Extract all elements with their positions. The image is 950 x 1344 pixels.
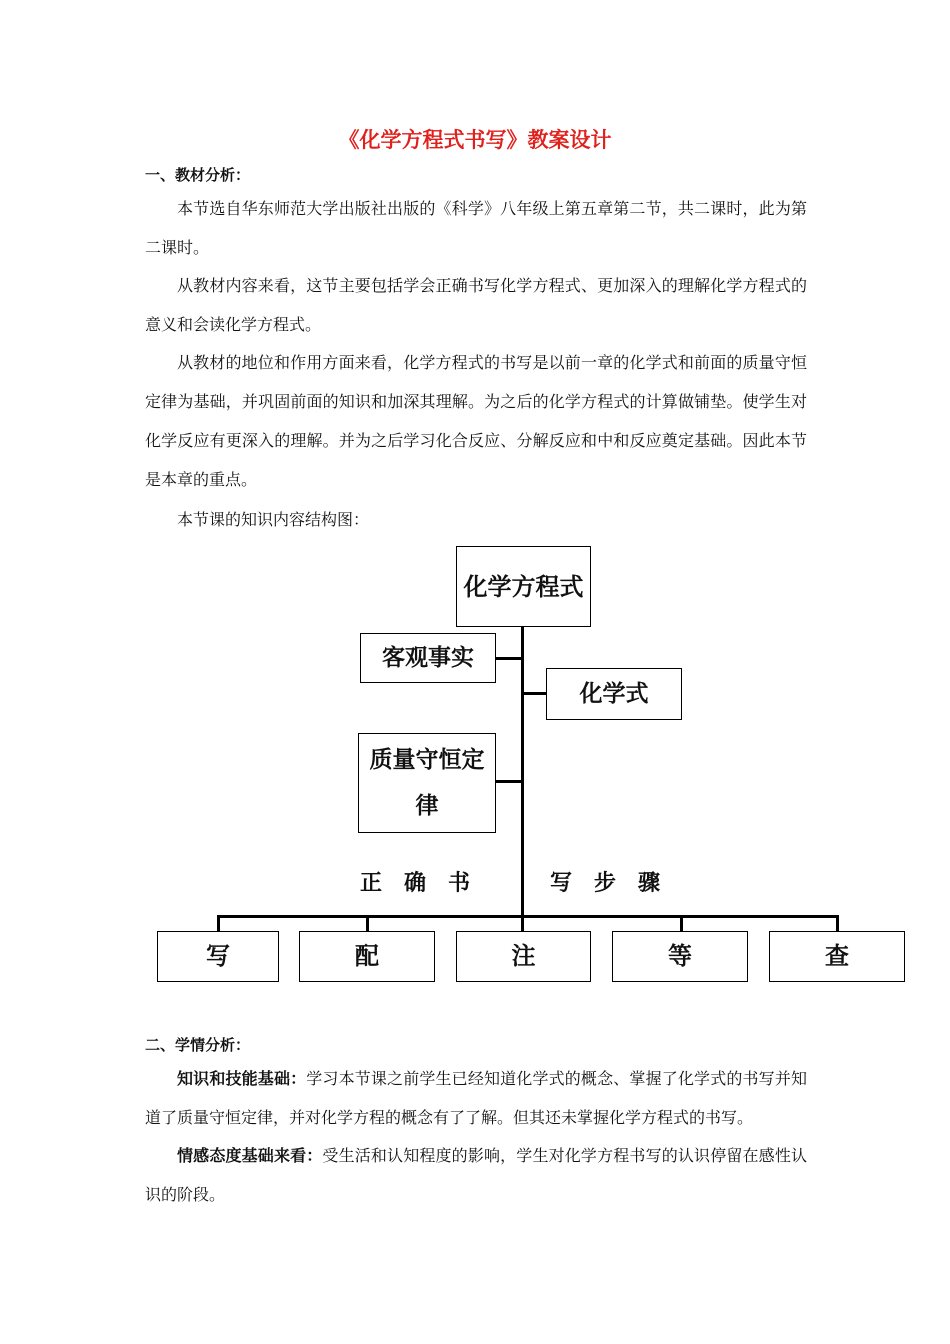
paragraph-attitude-basis [145, 1136, 807, 1214]
section-heading-textbook-analysis: 一、教材分析： [145, 166, 251, 184]
connector-step-4 [680, 915, 683, 932]
connector-law [495, 780, 522, 783]
box-chemical-formula: 化学式 [546, 668, 682, 720]
paragraph-body: 学习本节课之前学生已经知道化学式的概念、掌握了化学式的书写并知道了质量守恒定律，并对化学方程的概念有了了解。但其还未掌握化学方程式的书写。 [145, 1069, 807, 1127]
box-conservation-law: 质量守恒定律 [358, 733, 496, 833]
step-box-write: 写 [157, 931, 279, 982]
paragraph-structure-intro: 本节课的知识内容结构图： [177, 510, 370, 529]
paragraph-body: 受生活和认知程度的影响，学生对化学方程书写的认识停留在感性认识的阶段。 [145, 1146, 807, 1204]
paragraph-lead: 知识和技能基础： [177, 1069, 307, 1088]
step-box-equal: 等 [612, 931, 748, 982]
step-box-balance: 配 [299, 931, 435, 982]
connector-step-2 [366, 915, 369, 932]
connector-formula [522, 692, 547, 695]
page-title: 《化学方程式书写》教案设计 [338, 128, 612, 152]
box-objective-fact: 客观事实 [360, 633, 496, 683]
section-heading-student-analysis: 二、学情分析： [145, 1036, 251, 1054]
step-box-annotate: 注 [456, 931, 591, 982]
root-box-chemical-equation: 化学方程式 [456, 546, 591, 627]
paragraph-knowledge-basis [145, 1059, 807, 1137]
connector-step-5 [836, 915, 839, 932]
connector-fact [495, 657, 522, 660]
connector-step-1 [217, 915, 220, 932]
paragraph-role: 从教材的地位和作用方面来看，化学方程式的书写是以前一章的化学式和前面的质量守恒定律为基础，并巩固前面的知识和加深其理解。为之后的化学方程式的计算做铺垫。使学生对化学反应有更深入的理解。并为之后学习化合反应、分解反应和中和反应奠定基础。因此本节是本章的重点。 [145, 353, 807, 489]
paragraph-source: 本节选自华东师范大学出版社出版的《科学》八年级上第五章第二节，共二课时，此为第二课时。 [145, 199, 807, 257]
connector-step-3 [521, 915, 524, 932]
step-box-check: 查 [769, 931, 905, 982]
steps-bar-line [217, 915, 839, 918]
diagram-trunk-line [521, 626, 524, 918]
steps-label-right: 写步骤 [550, 871, 683, 896]
paragraph-lead: 情感态度基础来看： [177, 1146, 323, 1165]
steps-label-left: 正确书 [360, 871, 493, 896]
paragraph-content: 从教材内容来看，这节主要包括学会正确书写化学方程式、更加深入的理解化学方程式的意义和会读化学方程式。 [145, 276, 807, 334]
